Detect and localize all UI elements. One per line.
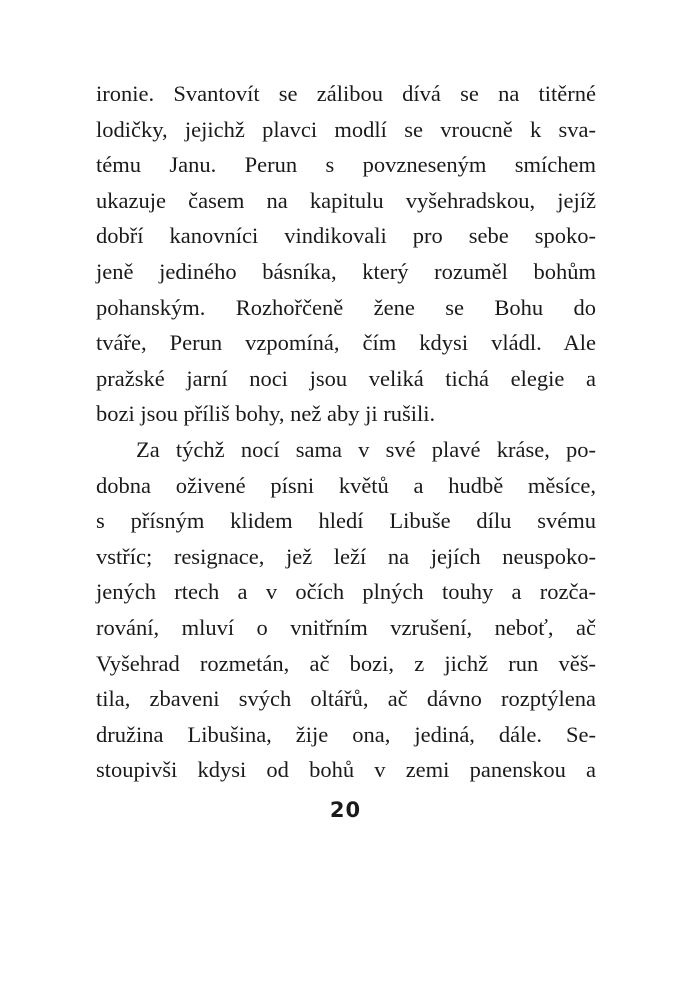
text-line: dobna oživené písni květů a hudbě měsíce, bbox=[96, 472, 596, 498]
text-line: stoupivši kdysi od bohů v zemi panenskou a bbox=[96, 757, 596, 783]
text-line: tila, zbaveni svých oltářů, ač dávno rozptýlena bbox=[96, 686, 596, 712]
text-line: s přísným klidem hledí Libuše dílu svému bbox=[96, 508, 596, 534]
text-line: lodičky, jejichž plavci modlí se vroucně k sva- bbox=[96, 116, 596, 142]
text-line: pohanským. Rozhořčeně žene se Bohu do bbox=[96, 294, 596, 320]
text-line: rování, mluví o vnitřním vzrušení, neboť, ač bbox=[96, 614, 596, 640]
text-line: Za týchž nocí sama v své plavé kráse, po- bbox=[136, 436, 596, 462]
text-line: ukazuje časem na kapitulu vyšehradskou, jejíž bbox=[96, 187, 596, 213]
text-line: bozi jsou příliš bohy, než aby ji rušili. bbox=[96, 401, 436, 427]
text-line: tváře, Perun vzpomíná, čím kdysi vládl. Ale bbox=[96, 330, 596, 356]
page-number: 20 bbox=[329, 798, 362, 822]
text-line: Vyšehrad rozmetán, ač bozi, z jichž run věš- bbox=[96, 650, 596, 676]
text-line: dobří kanovníci vindikovali pro sebe spoko- bbox=[96, 223, 596, 249]
paragraph-1 bbox=[96, 76, 596, 432]
text-line: družina Libušina, žije ona, jediná, dále. Se- bbox=[96, 721, 596, 747]
paragraph-2 bbox=[96, 432, 596, 788]
text-line: ironie. Svantovít se zálibou dívá se na titěrné bbox=[96, 81, 596, 106]
text-line: jených rtech a v očích plných touhy a rozča- bbox=[96, 579, 596, 605]
text-line: jeně jediného básníka, který rozuměl bohům bbox=[96, 258, 596, 284]
text-line: tému Janu. Perun s povzneseným smíchem bbox=[96, 152, 596, 178]
text-line: pražské jarní noci jsou veliká tichá elegie a bbox=[96, 365, 596, 391]
text-line: vstříc; resignace, jež leží na jejích neuspoko- bbox=[96, 543, 596, 569]
body-text bbox=[96, 76, 596, 788]
